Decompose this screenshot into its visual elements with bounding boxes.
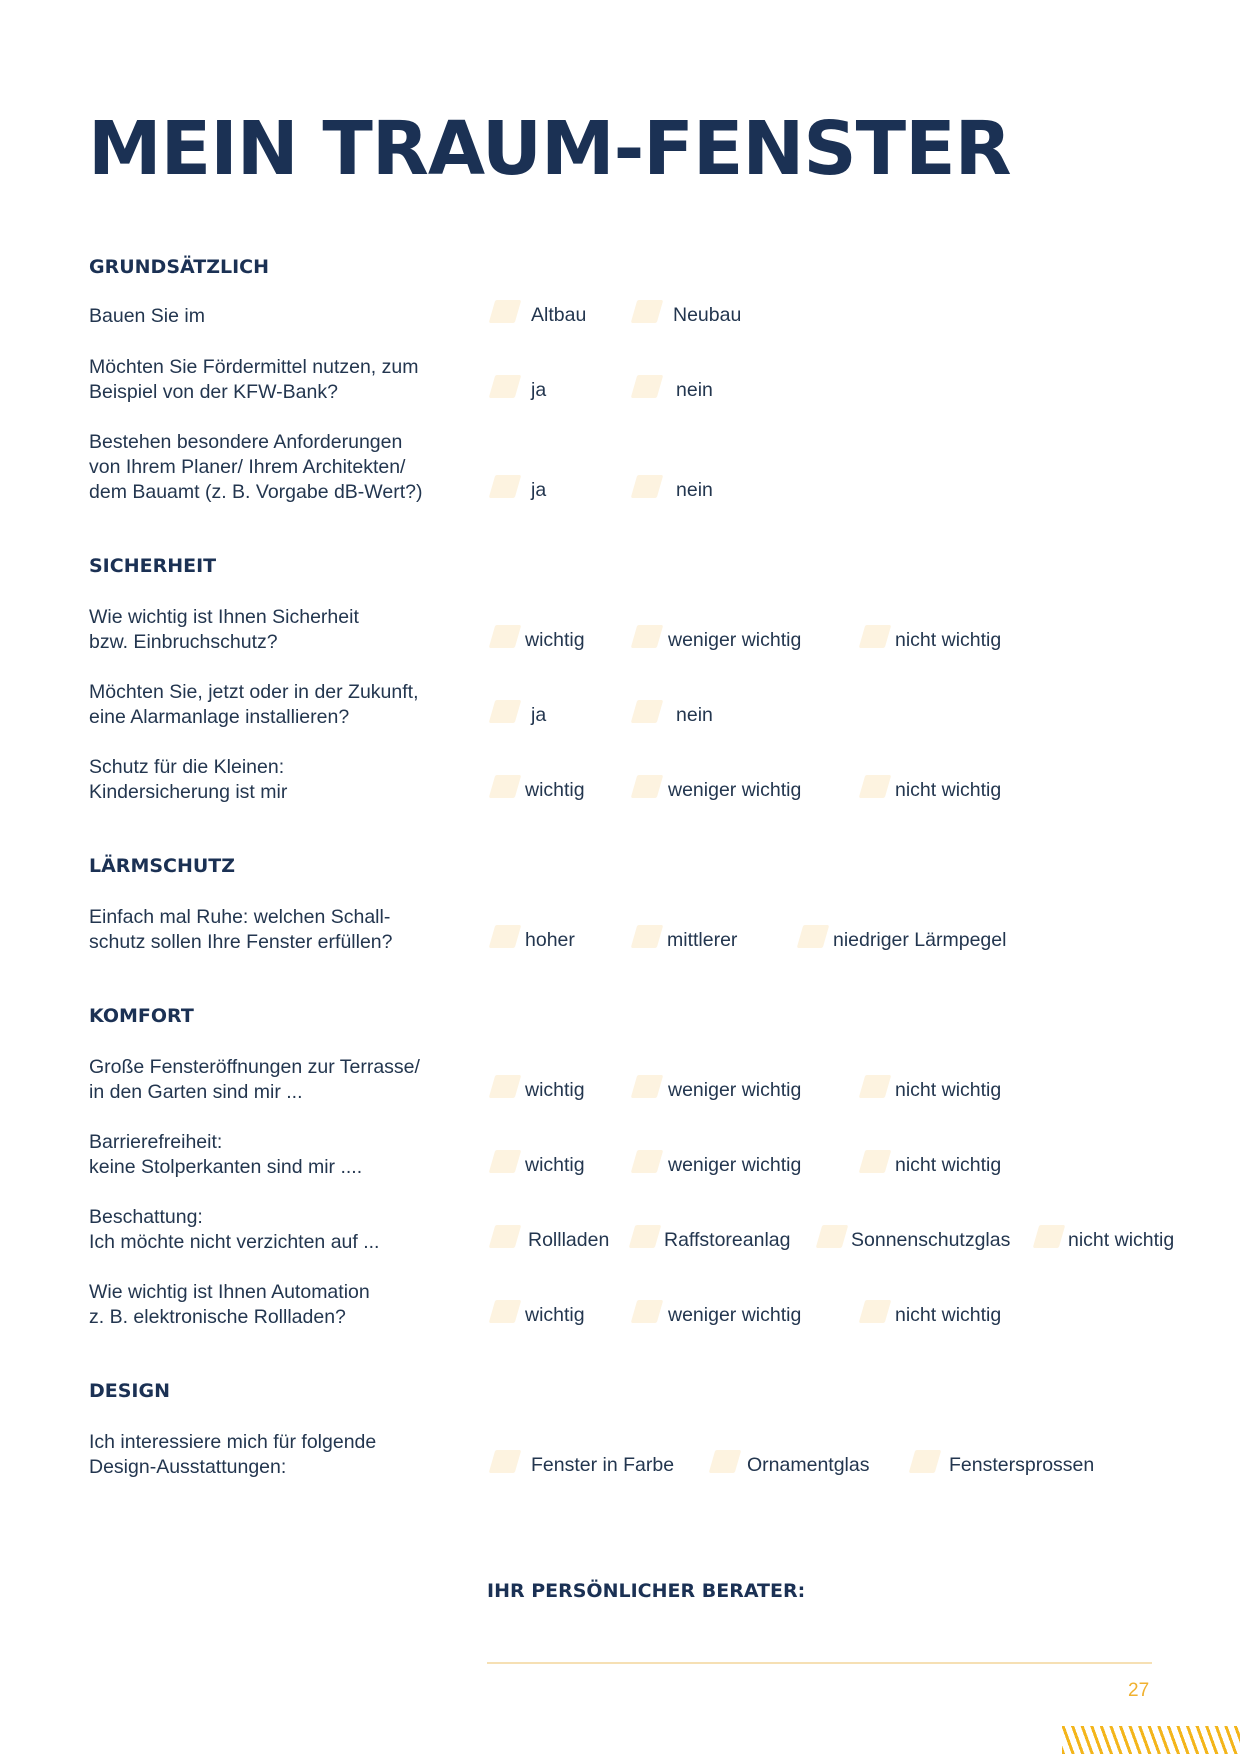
checkbox[interactable] — [859, 1300, 892, 1323]
checkbox[interactable] — [859, 625, 892, 648]
advisor-signature-line[interactable] — [487, 1662, 1152, 1664]
option-label: weniger wichtig — [668, 629, 802, 651]
option-label: weniger wichtig — [668, 1079, 802, 1101]
question-fensteroeffnungen — [89, 1055, 489, 1105]
advisor-heading: IHR PERSÖNLICHER BERATER: — [487, 1580, 806, 1602]
checkbox[interactable] — [709, 1450, 742, 1473]
question-line: eine Alarmanlage installieren? — [89, 706, 350, 728]
checkbox[interactable] — [489, 1075, 522, 1098]
option-label: nein — [676, 379, 713, 401]
question-bauen — [89, 304, 489, 329]
question-line: Große Fensteröffnungen zur Terrasse/ — [89, 1056, 420, 1078]
checkbox[interactable] — [859, 1075, 892, 1098]
question-line: Beispiel von der KFW-Bank? — [89, 381, 338, 403]
checkbox[interactable] — [489, 1450, 522, 1473]
option-label: wichtig — [525, 1079, 585, 1101]
decorative-stripes — [1062, 1726, 1240, 1754]
checkbox[interactable] — [631, 1075, 664, 1098]
option-label: nicht wichtig — [895, 1079, 1002, 1101]
question-design-ausstattungen — [89, 1430, 489, 1480]
checkbox[interactable] — [631, 1150, 664, 1173]
checkbox[interactable] — [631, 375, 664, 398]
option-label: nicht wichtig — [895, 1154, 1002, 1176]
option-label: nicht wichtig — [895, 629, 1002, 651]
question-line: Kindersicherung ist mir — [89, 781, 288, 803]
checkbox[interactable] — [816, 1225, 849, 1248]
checkbox[interactable] — [489, 1300, 522, 1323]
question-line: Ich interessiere mich für folgende — [89, 1431, 377, 1453]
question-line: Barrierefreiheit: — [89, 1131, 223, 1153]
question-line: Wie wichtig ist Ihnen Automation — [89, 1281, 370, 1303]
section-heading-sicherheit: SICHERHEIT — [89, 555, 217, 577]
question-line: in den Garten sind mir ... — [89, 1081, 303, 1103]
option-label: Fenstersprossen — [949, 1454, 1095, 1476]
option-label: nein — [676, 479, 713, 501]
checkbox[interactable] — [631, 700, 664, 723]
option-label: ja — [531, 704, 547, 726]
checkbox[interactable] — [859, 775, 892, 798]
option-label: ja — [531, 379, 547, 401]
checkbox[interactable] — [489, 375, 522, 398]
question-anforderungen — [89, 430, 489, 505]
checkbox[interactable] — [631, 775, 664, 798]
question-line: dem Bauamt (z. B. Vorgabe dB-Wert?) — [89, 481, 423, 503]
option-label: wichtig — [525, 1304, 585, 1326]
question-kindersicherung — [89, 755, 489, 805]
option-label: weniger wichtig — [668, 1154, 802, 1176]
question-line: Schutz für die Kleinen: — [89, 756, 285, 778]
checkbox[interactable] — [489, 1225, 522, 1248]
checkbox[interactable] — [489, 625, 522, 648]
option-label: weniger wichtig — [668, 1304, 802, 1326]
section-heading-komfort: KOMFORT — [89, 1005, 194, 1027]
option-label: Fenster in Farbe — [531, 1454, 675, 1476]
page-number: 27 — [1128, 1680, 1150, 1701]
question-alarmanlage — [89, 680, 489, 730]
question-line: Einfach mal Ruhe: welchen Schall- — [89, 906, 391, 928]
question-line: bzw. Einbruchschutz? — [89, 631, 278, 653]
question-line: z. B. elektronische Rollladen? — [89, 1306, 346, 1328]
question-line: Beschattung: — [89, 1206, 203, 1228]
question-foerdermittel — [89, 355, 489, 405]
option-label: nicht wichtig — [895, 779, 1002, 801]
option-label: Sonnenschutzglas — [851, 1229, 1011, 1251]
option-label: Ornamentglas — [747, 1454, 870, 1476]
option-label: Altbau — [531, 304, 587, 326]
page-title: MEIN TRAUM-FENSTER — [88, 106, 1011, 192]
question-line: Möchten Sie Fördermittel nutzen, zum — [89, 356, 419, 378]
question-line: von Ihrem Planer/ Ihrem Architekten/ — [89, 456, 406, 478]
question-schallschutz — [89, 905, 489, 955]
option-label: weniger wichtig — [668, 779, 802, 801]
question-line: schutz sollen Ihre Fenster erfüllen? — [89, 931, 393, 953]
option-label: Rollladen — [528, 1229, 610, 1251]
checkbox[interactable] — [631, 300, 664, 323]
checkbox[interactable] — [489, 775, 522, 798]
question-line: Wie wichtig ist Ihnen Sicherheit — [89, 606, 359, 628]
option-label: ja — [531, 479, 547, 501]
checkbox[interactable] — [631, 925, 664, 948]
section-heading-design: DESIGN — [89, 1380, 171, 1402]
question-beschattung — [89, 1205, 489, 1255]
question-line: Ich möchte nicht verzichten auf ... — [89, 1231, 380, 1253]
option-label: wichtig — [525, 629, 585, 651]
option-label: wichtig — [525, 1154, 585, 1176]
option-label: Neubau — [673, 304, 742, 326]
checkbox[interactable] — [489, 475, 522, 498]
checkbox[interactable] — [489, 1150, 522, 1173]
option-label: wichtig — [525, 779, 585, 801]
section-heading-laermschutz: LÄRMSCHUTZ — [89, 855, 236, 877]
checkbox[interactable] — [489, 300, 522, 323]
question-line: Design-Ausstattungen: — [89, 1456, 287, 1478]
option-label: niedriger Lärmpegel — [833, 929, 1007, 951]
option-label: nicht wichtig — [895, 1304, 1002, 1326]
checkbox[interactable] — [1033, 1225, 1066, 1248]
checkbox[interactable] — [629, 1225, 662, 1248]
checkbox[interactable] — [909, 1450, 942, 1473]
question-line: keine Stolperkanten sind mir .... — [89, 1156, 363, 1178]
question-automation — [89, 1280, 489, 1330]
checkbox[interactable] — [631, 1300, 664, 1323]
option-label: hoher — [525, 929, 575, 951]
checkbox[interactable] — [489, 925, 522, 948]
section-heading-grundsaetzlich: GRUNDSÄTZLICH — [89, 256, 269, 278]
checkbox[interactable] — [631, 475, 664, 498]
question-line: Bauen Sie im — [89, 305, 205, 327]
checkbox[interactable] — [631, 625, 664, 648]
checkbox[interactable] — [489, 700, 522, 723]
checkbox[interactable] — [797, 925, 830, 948]
question-line: Bestehen besondere Anforderungen — [89, 431, 403, 453]
question-sicherheit — [89, 605, 489, 655]
checkbox[interactable] — [859, 1150, 892, 1173]
option-label: mittlerer — [667, 929, 738, 951]
question-line: Möchten Sie, jetzt oder in der Zukunft, — [89, 681, 419, 703]
option-label: nicht wichtig — [1068, 1229, 1175, 1251]
option-label: nein — [676, 704, 713, 726]
option-label: Raffstoreanlag — [664, 1229, 791, 1251]
question-barrierefreiheit — [89, 1130, 489, 1180]
